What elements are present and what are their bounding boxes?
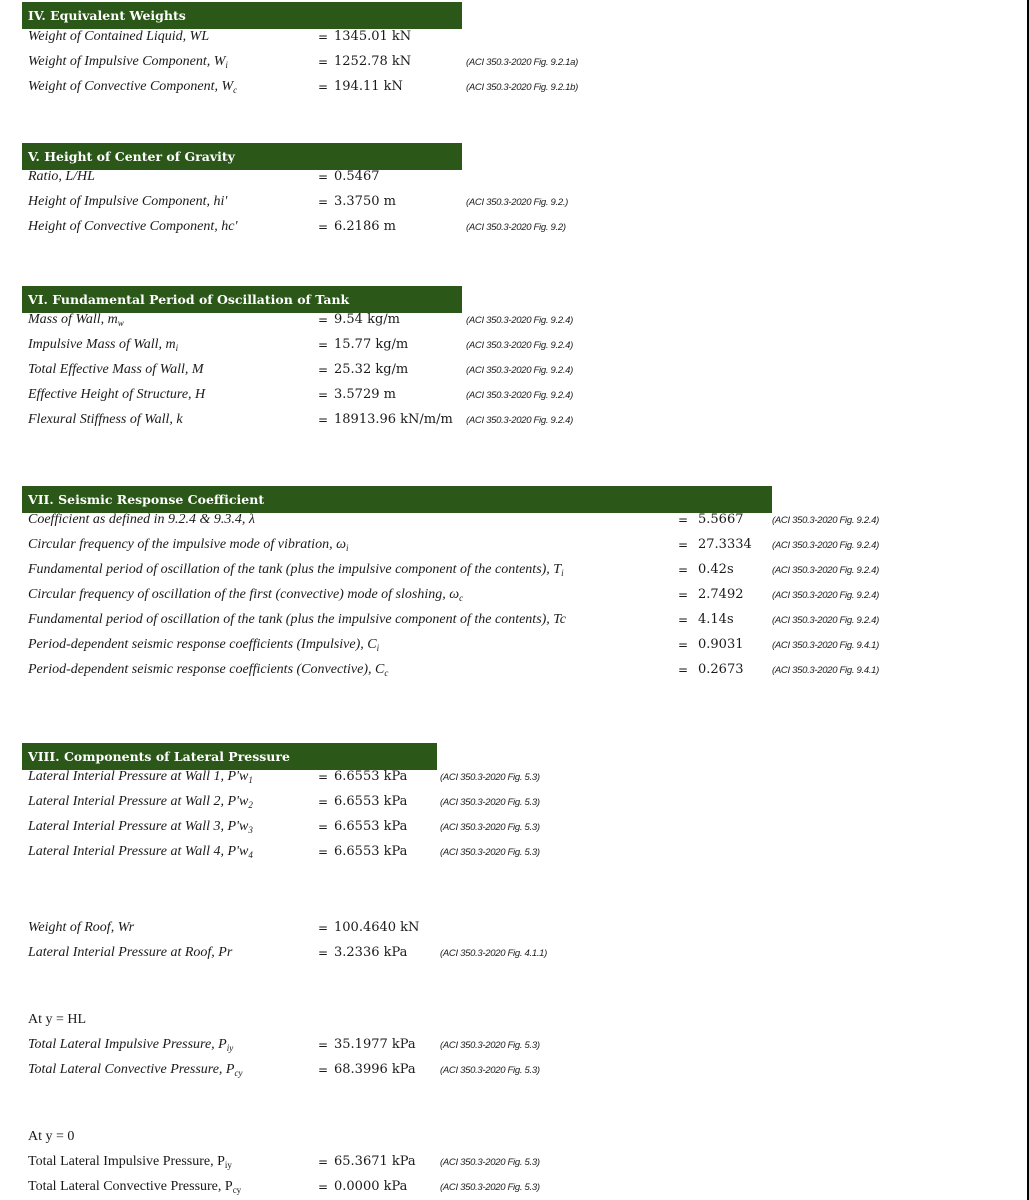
code-reference: (ACI 350.3-2020 Fig. 9.2) [466,222,566,233]
label-subscript: 3 [248,825,253,835]
equals-sign: = [678,513,689,527]
code-reference: (ACI 350.3-2020 Fig. 9.2.4) [466,340,574,351]
row-value: 9.54 kg/m [334,312,400,327]
equals-sign: = [678,613,689,627]
label-subscript: i [175,343,179,353]
equals-sign: = [318,946,329,960]
row-value: 15.77 kg/m [334,337,409,352]
row-value: 4.14s [698,612,734,627]
label-text: Ratio, L/HL [28,169,95,184]
label-text: Mass of Wall, m [28,312,118,327]
code-reference: (ACI 350.3-2020 Fig. 5.3) [440,822,540,833]
row-value: 3.3750 m [334,194,396,209]
label-subscript: 2 [248,800,253,810]
row-label [28,360,204,383]
code-reference: (ACI 350.3-2020 Fig. 9.2.4) [772,590,880,601]
label-subscript: i [561,568,564,578]
equals-sign: = [678,588,689,602]
row-label [28,192,227,215]
label-text: Height of Impulsive Component, hi' [28,194,228,209]
row-value: 6.6553 kPa [334,819,408,834]
code-reference: (ACI 350.3-2020 Fig. 9.2.1a) [466,57,579,68]
label-text: Circular frequency of the impulsive mode of vibration, ω [28,537,346,552]
row-value: 27.3334 [698,537,752,552]
label-subscript: c [233,85,238,95]
label-subscript: iy [224,1160,232,1170]
code-reference: (ACI 350.3-2020 Fig. 9.2.1b) [466,82,579,93]
label-subscript: i [225,60,228,70]
label-subscript: c [384,668,389,678]
label-text: Weight of Convective Component, W [28,79,234,94]
code-reference: (ACI 350.3-2020 Fig. 9.4.1) [772,640,880,651]
row-label [28,610,566,633]
equals-sign: = [318,313,329,327]
section-header-equivalent-weights: IV. Equivalent Weights [22,2,462,29]
label-text: Fundamental period of oscillation of the tank (plus the impulsive component of the contents), Tc [28,612,567,627]
row-value: 6.6553 kPa [334,769,408,784]
row-label [28,660,388,683]
code-reference: (ACI 350.3-2020 Fig. 5.3) [440,1040,540,1051]
row-label [28,943,232,966]
equals-sign: = [318,363,329,377]
label-text: Period-dependent seismic response coefficients (Impulsive), C [28,637,377,652]
equals-sign: = [318,820,329,834]
label-text: Impulsive Mass of Wall, m [28,337,176,352]
label-text: Weight of Impulsive Component, W [28,54,226,69]
row-value: 65.3671 kPa [334,1154,416,1169]
row-value: 2.7492 [698,587,744,602]
label-text: Weight of Contained Liquid, WL [28,29,210,44]
code-reference: (ACI 350.3-2020 Fig. 4.1.1) [440,948,548,959]
label-text: Coefficient as defined in 9.2.4 & 9.3.4, λ [28,512,255,527]
row-label [28,217,237,240]
equals-sign: = [318,921,329,935]
label-text: Fundamental period of oscillation of the tank (plus the impulsive component of the contents), T [28,562,562,577]
label-subscript: cy [234,1068,243,1078]
row-value: 100.4640 kN [334,920,420,935]
code-reference: (ACI 350.3-2020 Fig. 9.2.4) [772,565,880,576]
equals-sign: = [318,338,329,352]
code-reference: (ACI 350.3-2020 Fig. 5.3) [440,1065,540,1076]
label-subscript: cy [232,1185,242,1195]
label-text: Weight of Roof, Wr [28,920,135,935]
row-label [28,77,237,100]
at-y-0-heading: At y = 0 [28,1129,75,1144]
equals-sign: = [318,1155,329,1169]
label-text: Height of Convective Component, hc' [28,219,238,234]
code-reference: (ACI 350.3-2020 Fig. 9.2.4) [466,415,574,426]
code-reference: (ACI 350.3-2020 Fig. 5.3) [440,1182,540,1193]
equals-sign: = [678,538,689,552]
row-label [28,410,183,433]
code-reference: (ACI 350.3-2020 Fig. 9.2.4) [772,515,880,526]
row-label [28,167,95,190]
row-value: 0.0000 kPa [334,1179,408,1194]
code-reference: (ACI 350.3-2020 Fig. 5.3) [440,1157,540,1168]
equals-sign: = [318,770,329,784]
row-label [28,535,348,558]
row-label [28,310,124,333]
row-label [28,817,253,840]
code-reference: (ACI 350.3-2020 Fig. 5.3) [440,772,540,783]
row-value: 3.2336 kPa [334,945,408,960]
at-y-hl-heading: At y = HL [28,1012,87,1027]
label-text: Lateral Interial Pressure at Wall 2, P'w [28,794,249,809]
row-label [28,635,379,658]
equals-sign: = [318,195,329,209]
equals-sign: = [318,170,329,184]
equals-sign: = [318,55,329,69]
label-text: Total Lateral Impulsive Pressure, P [28,1154,225,1169]
row-value: 18913.96 kN/m/m [334,412,453,427]
row-value: 6.6553 kPa [334,794,408,809]
equals-sign: = [678,663,689,677]
label-subscript: w [117,318,124,328]
row-label [28,767,253,790]
label-text: Period-dependent seismic response coefficients (Convective), C [28,662,385,677]
label-text: Lateral Interial Pressure at Wall 1, P'w [28,769,249,784]
label-subscript: i [376,643,380,653]
section-header-lateral-pressure: VIII. Components of Lateral Pressure [22,743,437,770]
equals-sign: = [318,795,329,809]
label-text: Total Lateral Convective Pressure, P [28,1062,235,1077]
row-label [28,385,205,408]
row-label [28,1177,241,1200]
row-label [28,842,253,865]
label-text: Total Lateral Impulsive Pressure, P [28,1037,227,1052]
equals-sign: = [318,30,329,44]
row-label [28,792,253,815]
row-label [28,510,255,533]
row-value: 6.6553 kPa [334,844,408,859]
row-value: 1345.01 kN [334,29,412,44]
row-value: 6.2186 m [334,219,396,234]
code-reference: (ACI 350.3-2020 Fig. 9.2.) [466,197,569,208]
row-label [28,585,463,608]
equals-sign: = [678,638,689,652]
row-value: 3.5729 m [334,387,396,402]
equals-sign: = [318,388,329,402]
label-subscript: c [459,593,464,603]
row-label [28,560,564,583]
row-value: 0.5467 [334,169,380,184]
row-value: 5.5667 [698,512,744,527]
equals-sign: = [318,1038,329,1052]
label-text: Flexural Stiffness of Wall, k [28,412,183,427]
label-subscript: i [345,543,349,553]
label-subscript: iy [226,1043,234,1053]
row-label [28,918,134,941]
code-reference: (ACI 350.3-2020 Fig. 9.2.4) [466,365,574,376]
label-text: Circular frequency of oscillation of the first (convective) mode of sloshing, ω [28,587,460,602]
code-reference: (ACI 350.3-2020 Fig. 5.3) [440,847,540,858]
row-value: 1252.78 kN [334,54,412,69]
section-header-fundamental-period: VI. Fundamental Period of Oscillation of Tank [22,286,462,313]
row-label [28,52,228,75]
equals-sign: = [318,220,329,234]
equals-sign: = [318,80,329,94]
row-label [28,335,178,358]
code-reference: (ACI 350.3-2020 Fig. 9.2.4) [466,315,574,326]
code-reference: (ACI 350.3-2020 Fig. 9.2.4) [772,615,880,626]
label-text: Lateral Interial Pressure at Roof, Pr [28,945,233,960]
equals-sign: = [678,563,689,577]
row-value: 0.2673 [698,662,744,677]
row-value: 35.1977 kPa [334,1037,416,1052]
label-subscript: 4 [248,850,253,860]
code-reference: (ACI 350.3-2020 Fig. 9.4.1) [772,665,880,676]
label-text: Effective Height of Structure, H [28,387,206,402]
equals-sign: = [318,1180,329,1194]
code-reference: (ACI 350.3-2020 Fig. 5.3) [440,797,540,808]
row-label [28,27,209,50]
row-value: 25.32 kg/m [334,362,409,377]
code-reference: (ACI 350.3-2020 Fig. 9.2.4) [466,390,574,401]
row-value: 0.9031 [698,637,744,652]
label-text: Lateral Interial Pressure at Wall 4, P'w [28,844,249,859]
equals-sign: = [318,413,329,427]
section-header-center-of-gravity: V. Height of Center of Gravity [22,143,462,170]
label-subscript: 1 [248,775,253,785]
row-label [28,1152,232,1175]
equals-sign: = [318,1063,329,1077]
equals-sign: = [318,845,329,859]
row-value: 68.3996 kPa [334,1062,416,1077]
row-value: 0.42s [698,562,734,577]
label-text: Lateral Interial Pressure at Wall 3, P'w [28,819,249,834]
row-label [28,1060,242,1083]
label-text: Total Effective Mass of Wall, M [28,362,204,377]
label-text: Total Lateral Convective Pressure, P [28,1179,233,1194]
row-value: 194.11 kN [334,79,403,94]
row-label [28,1035,233,1058]
code-reference: (ACI 350.3-2020 Fig. 9.2.4) [772,540,880,551]
section-header-seismic-response: VII. Seismic Response Coefficient [22,486,772,513]
